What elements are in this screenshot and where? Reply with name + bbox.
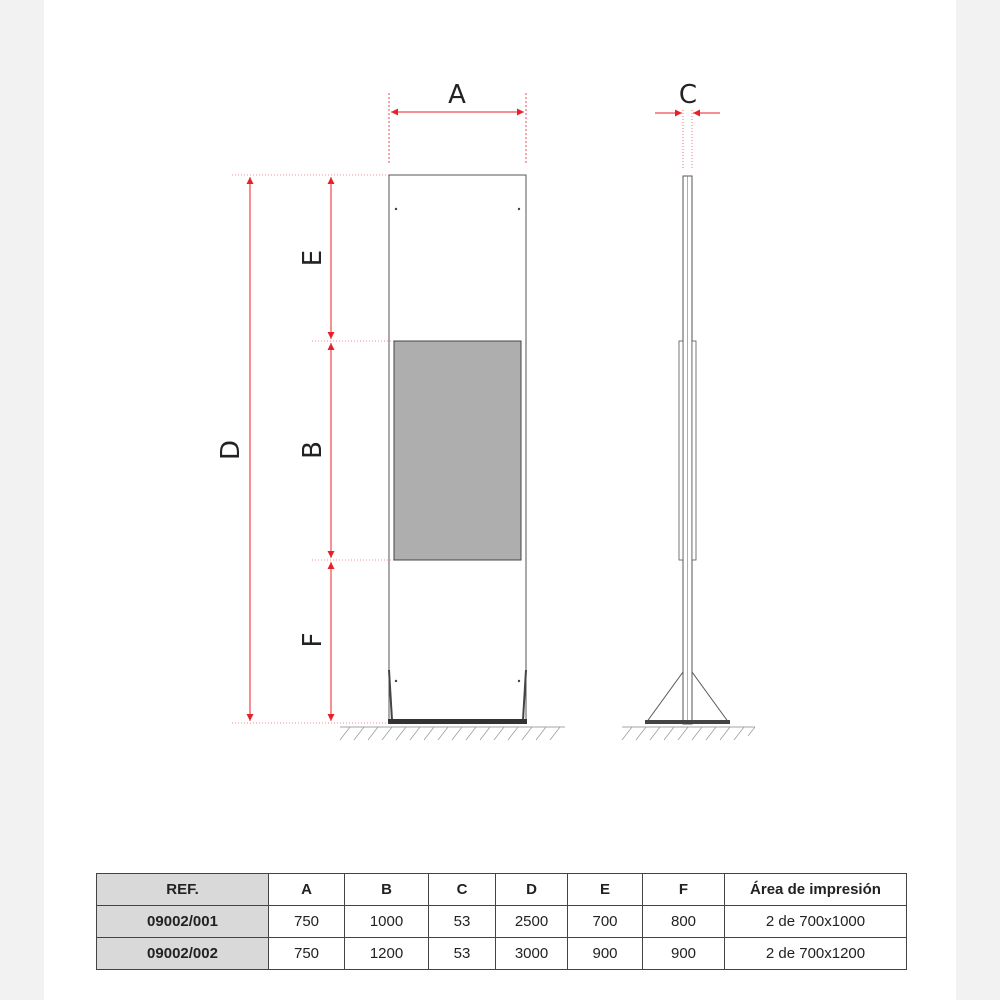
header-d: D [496, 874, 568, 906]
side-view [622, 80, 755, 740]
cell-f: 900 [643, 938, 725, 970]
cell-a: 750 [269, 938, 345, 970]
cell-a: 750 [269, 906, 345, 938]
table-row [97, 906, 907, 938]
front-view [216, 80, 565, 740]
table-row [97, 938, 907, 970]
header-ref: REF. [97, 874, 269, 906]
cell-ref: 09002/002 [97, 938, 269, 970]
cell-e: 700 [568, 906, 643, 938]
dimension-a-label: A [448, 80, 466, 110]
header-b: B [345, 874, 429, 906]
cell-c: 53 [429, 938, 496, 970]
cell-d: 3000 [496, 938, 568, 970]
cell-c: 53 [429, 906, 496, 938]
cell-print-area: 2 de 700x1000 [725, 906, 907, 938]
cell-b: 1200 [345, 938, 429, 970]
header-a: A [269, 874, 345, 906]
dimension-b-label: B [298, 441, 328, 459]
cell-d: 2500 [496, 906, 568, 938]
cell-f: 800 [643, 906, 725, 938]
cell-ref: 09002/001 [97, 906, 269, 938]
specifications-table [96, 873, 907, 970]
dimension-f-label: F [298, 632, 328, 648]
header-f: F [643, 874, 725, 906]
header-e: E [568, 874, 643, 906]
table-header-row [97, 874, 907, 906]
header-print-area: Área de impresión [725, 874, 907, 906]
header-c: C [429, 874, 496, 906]
cell-print-area: 2 de 700x1200 [725, 938, 907, 970]
dimension-e-label: E [298, 249, 328, 267]
print-panel [394, 341, 521, 560]
dimension-d-label: D [216, 439, 246, 461]
dimension-c-label: C [678, 80, 698, 110]
cell-e: 900 [568, 938, 643, 970]
cell-b: 1000 [345, 906, 429, 938]
